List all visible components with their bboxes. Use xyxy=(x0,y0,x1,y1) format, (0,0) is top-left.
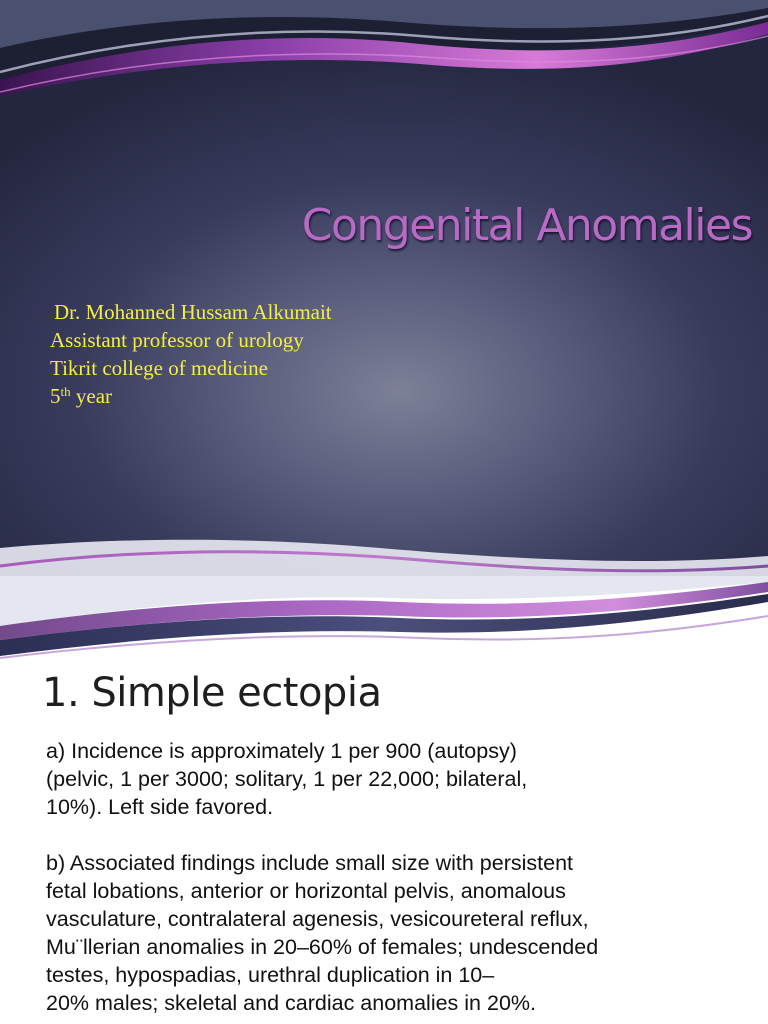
paragraph-line: vasculature, contralateral agenesis, vesicoureteral reflux, xyxy=(46,907,589,931)
paragraph-line: b) Associated findings include small size with persistent xyxy=(46,851,574,875)
paragraph-line: fetal lobations, anterior or horizontal pelvis, anomalous xyxy=(46,879,566,903)
year-number: 5 xyxy=(50,384,61,408)
paragraph-incidence xyxy=(46,737,766,821)
presenter-name: Dr. Mohanned Hussam Alkumait xyxy=(54,300,332,324)
slide-title: Congenital Anomalies xyxy=(301,200,752,251)
presenter-info xyxy=(50,298,332,410)
year-label: year xyxy=(70,384,113,408)
slide-heading: 1. Simple ectopia xyxy=(42,670,382,716)
year-ordinal-suffix: th xyxy=(60,384,71,399)
paragraph-line: Mu¨llerian anomalies in 20–60% of females; undescended xyxy=(46,935,599,959)
study-year xyxy=(50,382,332,410)
presenter-position: Assistant professor of urology xyxy=(50,328,304,352)
paragraph-line: testes, hypospadias, urethral duplication in 10– xyxy=(46,963,495,987)
paragraph-associated-findings xyxy=(46,849,766,1017)
paragraph-line: (pelvic, 1 per 3000; solitary, 1 per 22,000; bilateral, xyxy=(46,767,528,791)
content-slide xyxy=(0,576,768,1024)
paragraph-line: a) Incidence is approximately 1 per 900 (autopsy) xyxy=(46,739,517,763)
decorative-wave-header xyxy=(0,576,768,666)
institution: Tikrit college of medicine xyxy=(50,356,268,380)
paragraph-line: 20% males; skeletal and cardiac anomalies in 20%. xyxy=(46,991,536,1015)
paragraph-line: 10%). Left side favored. xyxy=(46,795,274,819)
